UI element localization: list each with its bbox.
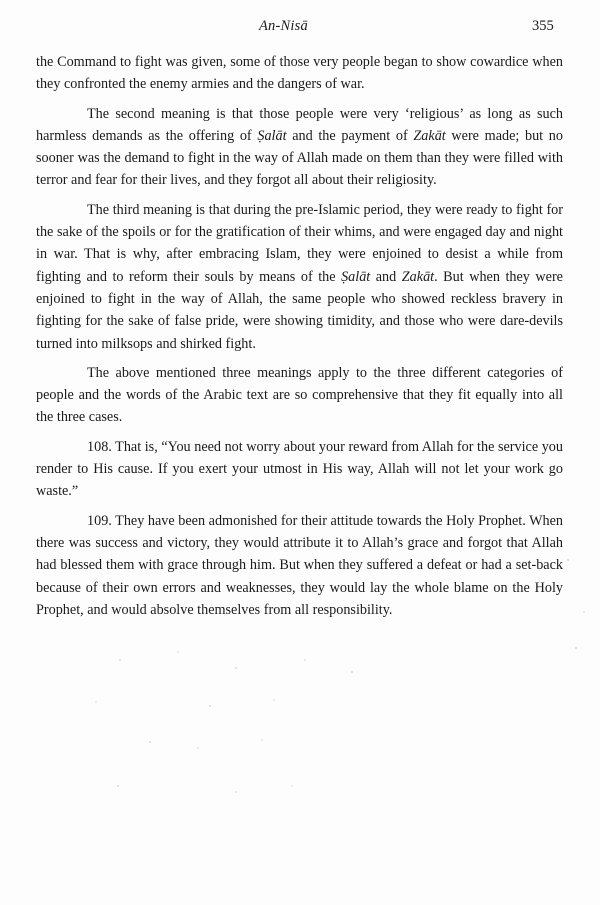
- running-header: [0, 14, 600, 38]
- term-zakat: Zakāt: [401, 268, 435, 285]
- paragraph-continuation: the Command to fight was given, some of those very people began to show cowardice when they confronted the enemy armies and the dangers of war.: [36, 54, 563, 93]
- text-segment: The third meaning is that during the pre-Islamic period, they were ready to fight for the sake of the spoils or for the gratification of their whims, and were engaged day and night in war. That is why, after embracing Islam, they were enjoined to desist a while from fighting and to reform their souls by means of the: [36, 201, 563, 285]
- paragraph-three-meanings-summary: The above mentioned three meanings apply to the three different categories of people and the words of the Arabic text are so comprehensive that they fit equally into all the three cases.: [36, 364, 563, 426]
- page-number: 355: [532, 18, 554, 34]
- term-salat: Ṣalāt: [257, 127, 287, 144]
- chapter-title: An-Nisā: [259, 18, 308, 34]
- footnote-108: 108. That is, “You need not worry about your reward from Allah for the service you render to His cause. If you exert your utmost in His way, Allah will not let your work go waste.”: [36, 438, 563, 500]
- text-segment: and: [370, 268, 402, 285]
- text-segment: were made; but no sooner was the demand to fight in the way of Allah made on them than they were filled with terror and fear for their lives, and they forgot all about their religiosity.: [36, 127, 563, 189]
- paragraph-third-meaning: [36, 199, 563, 355]
- text-segment: and the payment of: [286, 127, 414, 144]
- term-salat: Ṣalāt: [341, 268, 371, 285]
- body-text: [36, 51, 563, 621]
- text-segment: . But when they were enjoined to fight in the way of Allah, the same people who showed reckless bravery in fighting for the sake of false pride, were showing timidity, and those who were dare-devils turned into milksops and shirked fight.: [36, 268, 563, 352]
- footnote-109: 109. They have been admonished for their attitude towards the Holy Prophet. When there was success and victory, they would attribute it to Allah’s grace and forgot that Allah had blessed them with grace through him. But when they suffered a defeat or had a set-back because of their own errors and weaknesses, they would lay the whole blame on the Holy Prophet, and would absolve themselves from all responsibility.: [36, 512, 563, 618]
- paragraph-second-meaning: [36, 103, 563, 192]
- text-segment: The second meaning is that those people were very ‘religious’ as long as such harmless demands as the offering of: [36, 105, 563, 144]
- term-zakat: Zakāt: [413, 127, 446, 144]
